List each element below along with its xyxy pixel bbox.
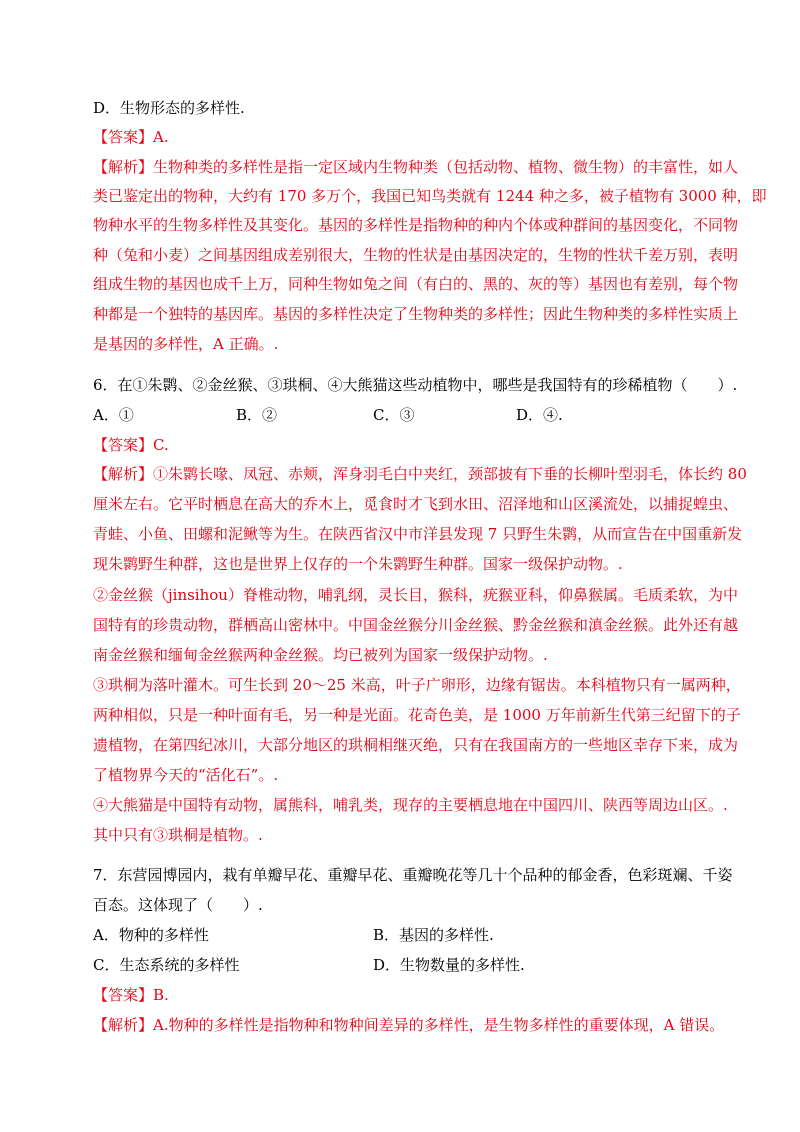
q5-analysis-line: 种都是一个独特的基因库。基因的多样性决定了生物种类的多样性；因此生物种类的多样性实质上 [93,305,739,323]
answer-value: A. [153,128,169,146]
q5-analysis-line: 种（兔和小麦）之间基因组成差别很大，生物的性状是由基因决定的，生物的性状千差万别，表明 [93,246,739,264]
answer-tag: 【答案】 [93,128,154,146]
q7-stem-line: 7．东营园博园内，栽有单瓣早花、重瓣早花、重瓣晚花等几十个品种的郁金香，色彩斑斓、千姿 [93,866,733,884]
q6-analysis-line: ③珙桐为落叶灌木。可生长到 20～25 米高，叶子广卵形，边缘有锯齿。本科植物只有一属两种， [93,676,741,694]
q5-analysis-line: 是基因的多样性，A 正确。. [93,335,279,353]
analysis-tag: 【解析】 [93,1016,154,1034]
answer-value: C. [153,436,169,454]
q7-option-a: A．物种的多样性 [93,926,209,944]
q6-analysis-line: 遗植物，在第四纪冰川，大部分地区的珙桐相继灭绝，只有在我国南方的一些地区幸存下来，成为 [93,736,739,754]
q6-option-b: B．② [236,406,278,424]
q5-analysis-line: 【解析】生物种类的多样性是指一定区域内生物种类（包括动物、植物、微生物）的丰富性，如人 [93,158,739,176]
answer-value: B. [153,986,169,1004]
analysis-tag: 【解析】 [93,158,154,176]
q7-option-c: C．生态系统的多样性 [93,956,240,974]
q7-option-b: B．基因的多样性. [373,926,494,944]
answer-tag: 【答案】 [93,436,154,454]
q6-analysis-line: 南金丝猴和缅甸金丝猴两种金丝猴。均已被列为国家一级保护动物。. [93,646,548,664]
q6-analysis-line: 【解析】①朱鹮长喙、凤冠、赤颊，浑身羽毛白中夹红，颈部披有下垂的长柳叶型羽毛，体长约 80 [93,465,747,483]
q6-option-d: D．④. [516,406,563,424]
q5-answer [93,126,169,148]
q7-stem-line: 百态。这体现了（ ）. [93,896,263,914]
q7-option-d: D．生物数量的多样性. [373,956,525,974]
q6-analysis-line: 青蛙、小鱼、田螺和泥鳅等为生。在陕西省汉中市洋县发现 7 只野生朱鹮，从而宣告在中国重新发 [93,525,743,543]
q6-answer [93,434,169,456]
q6-analysis-line: 两种相似，只是一种叶面有毛，另一种是光面。花奇色美，是 1000 万年前新生代第三纪留下的子 [93,706,741,724]
q6-stem: 6．在①朱鹮、②金丝猴、③珙桐、④大熊猫这些动植物中，哪些是我国特有的珍稀植物（ ）. [93,376,738,394]
q7-answer [93,984,169,1006]
q6-analysis-line: ②金丝猴（jinsihou）脊椎动物，哺乳纲，灵长目，猴科，疣猴亚科，仰鼻猴属。毛质柔软，为中 [93,586,738,604]
q6-option-c: C．③ [373,406,415,424]
q6-analysis-line: 厘米左右。它平时栖息在高大的乔木上，觅食时才飞到水田、沼泽地和山区溪流处，以捕捉蝗虫、 [93,495,739,513]
q7-analysis-line: 【解析】A.物种的多样性是指物种和物种间差异的多样性，是生物多样性的重要体现，A 错误。 [93,1016,725,1034]
analysis-tag: 【解析】 [93,465,154,483]
q6-analysis-line: 现朱鹮野生种群，这也是世界上仅存的一个朱鹮野生种群。国家一级保护动物。. [93,555,623,573]
q6-analysis-line: 了植物界今天的“活化石”。. [93,766,279,784]
q6-analysis-line: 其中只有③珙桐是植物。. [93,826,263,844]
q5-analysis-line: 物种水平的生物多样性及其变化。基因的多样性是指物种的种内个体或种群间的基因变化，不同物 [93,216,739,234]
q5-analysis-line: 类已鉴定出的物种，大约有 170 多万个，我国已知鸟类就有 1244 种之多，被子植物有 3000 种，即 [93,187,767,205]
q6-option-a: A．① [93,406,134,424]
q6-analysis-line: ④大熊猫是中国特有动物，属熊科，哺乳类，现存的主要栖息地在中国四川、陕西等周边山区。. [93,796,728,814]
q6-analysis-line: 国特有的珍贵动物，群栖高山密林中。中国金丝猴分川金丝猴、黔金丝猴和滇金丝猴。此外还有越 [93,616,739,634]
q5-analysis-line: 组成生物的基因也成千上万，同种生物如兔之间（有白的、黑的、灰的等）基因也有差别，每个物 [93,275,739,293]
answer-tag: 【答案】 [93,986,154,1004]
q5-option-d: D．生物形态的多样性. [93,99,245,117]
